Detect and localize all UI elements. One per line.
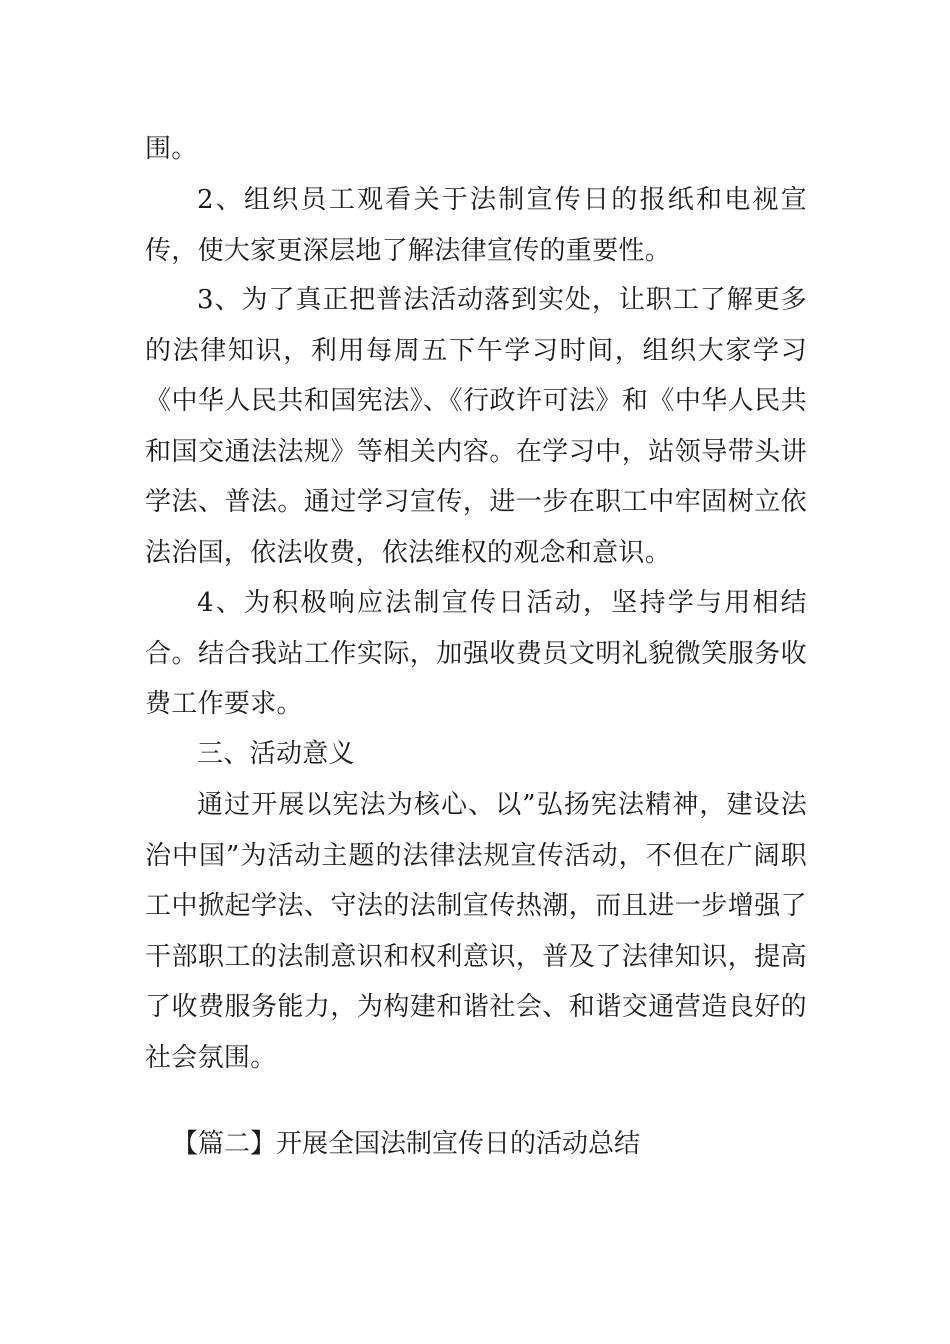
paragraph-text: 4、为积极响应法制宣传日活动，坚持学与用相结合。结合我站工作实际，加强收费员文明礼貌微笑服务收费工作要求。 xyxy=(145,588,807,720)
paragraph-significance xyxy=(145,780,807,1084)
paragraph-text: 通过开展以宪法为核心、以”弘扬宪法精神，建设法治中国”为活动主题的法律法规宣传活动，不但在广阔职工中掀起学法、守法的法制宣传热潮，而且进一步增强了干部职工的法制意识和权利意识，普及了法律知识，提高了收费服务能力，为构建和谐社会、和谐交通营造良好的社会氛围。 xyxy=(145,790,807,1073)
paragraph-text: 3、为了真正把普法活动落到实处，让职工了解更多的法律知识，利用每周五下午学习时间，组织大家学习《中华人民共和国宪法》、《行政许可法》和《中华人民共和国交通法法规》等相关内容。在学习中，站领导带头讲学法、普法。通过学习宣传，进一步在职工中牢固树立依法治国，依法收费，依法维权的观念和意识。 xyxy=(145,285,807,568)
paragraph-text: 围。 xyxy=(145,134,198,164)
paragraph-continuation xyxy=(145,124,807,175)
paragraph-item-4 xyxy=(145,578,807,730)
paragraph-item-2 xyxy=(145,175,807,276)
subheading-text: 三、活动意义 xyxy=(197,739,355,769)
section-subheading xyxy=(145,729,807,780)
paragraph-item-3 xyxy=(145,275,807,579)
paragraph-text: 2、组织员工观看关于法制宣传日的报纸和电视宣传，使大家更深层地了解法律宣传的重要性。 xyxy=(145,185,807,266)
section-heading xyxy=(172,1124,812,1164)
heading-text: 【篇二】开展全国法制宣传日的活动总结 xyxy=(172,1129,641,1159)
